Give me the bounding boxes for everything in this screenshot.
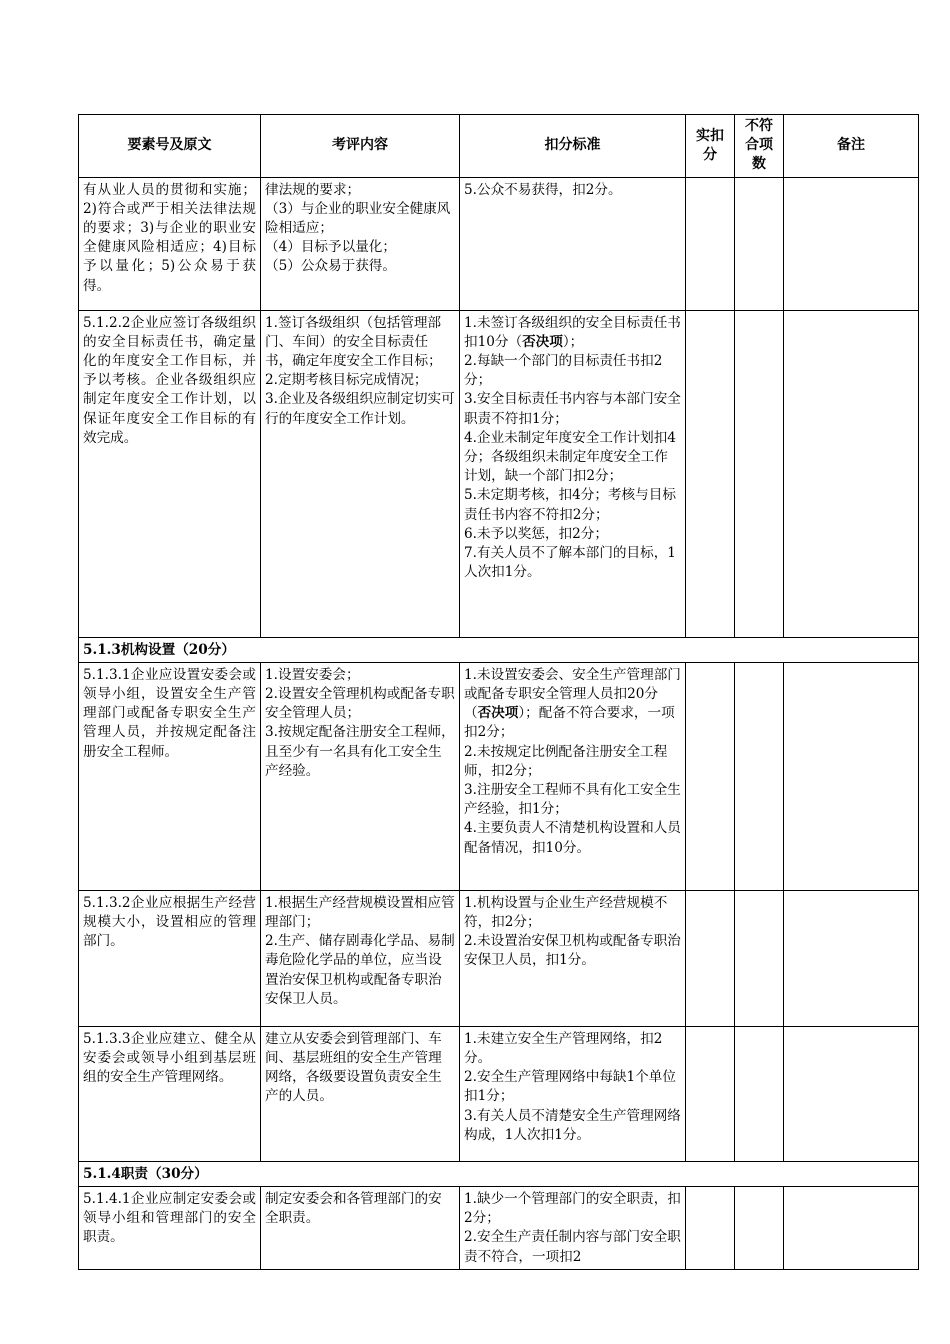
header-nonconformity-count xyxy=(735,115,784,178)
remarks-cell[interactable] xyxy=(784,662,919,890)
header-nonconformity-count-text: 不符合项数 xyxy=(745,118,773,173)
actual-deduction-cell[interactable] xyxy=(686,662,735,890)
header-actual-deduction-text: 实扣分 xyxy=(696,127,724,163)
nonconformity-count-cell[interactable] xyxy=(735,177,784,310)
deduction-criteria-cell: 5.公众不易获得，扣2分。 xyxy=(460,177,686,310)
element-original-cell: 5.1.4.1企业应制定安委会或领导小组和管理部门的安全职责。 xyxy=(79,1187,261,1270)
actual-deduction-cell[interactable] xyxy=(686,310,735,637)
deduction-criteria-cell: 1.未建立安全生产管理网络，扣2分。 2.安全生产管理网络中每缺1个单位扣1分； 3.有关人员不清楚安全生产管理网络构成，1人次扣1分。 xyxy=(460,1026,686,1161)
section-header-row xyxy=(79,1161,919,1186)
remarks-cell[interactable] xyxy=(784,1187,919,1270)
table-row xyxy=(79,890,919,1026)
remarks-cell[interactable] xyxy=(784,177,919,310)
actual-deduction-cell[interactable] xyxy=(686,1187,735,1270)
criteria-text: ）； 2.每缺一个部门的目标责任书扣2分； 3.安全目标责任书内容与本部门安全职责不符扣1分； 4.企业未制定年度安全工作计划扣4分；各级组织未制定年度安全工作计划，缺一个部门扣2分； 5.未定期考核，扣4分；考核与目标责任书内容不符扣2分； 6.未予以奖惩，扣2分； 7.有关人员不了解本部门的目标，1人次扣1分。 xyxy=(464,333,681,581)
element-original-cell: 5.1.3.2企业应根据生产经营规模大小，设置相应的管理部门。 xyxy=(79,890,261,1026)
remarks-cell[interactable] xyxy=(784,310,919,637)
deduction-criteria-cell: 1.机构设置与企业生产经营规模不符，扣2分； 2.未设置治安保卫机构或配备专职治安保卫人员，扣1分。 xyxy=(460,890,686,1026)
deduction-criteria-cell xyxy=(460,310,686,637)
nonconformity-count-cell[interactable] xyxy=(735,1187,784,1270)
criteria-text: 1.未签订各级组织的安全目标责任书扣10分（ xyxy=(464,314,681,350)
deduction-criteria-cell: 1.缺少一个管理部门的安全职责，扣2分； 2.安全生产责任制内容与部门安全职责不符合，一项扣2 xyxy=(460,1187,686,1270)
header-actual-deduction xyxy=(686,115,735,178)
element-original-cell: 5.1.3.3企业应建立、健全从安委会或领导小组到基层班组的安全生产管理网络。 xyxy=(79,1026,261,1161)
actual-deduction-cell[interactable] xyxy=(686,890,735,1026)
section-title: 5.1.4职责（30分） xyxy=(79,1161,919,1186)
element-original-cell: 5.1.3.1企业应设置安委会或领导小组，设置安全生产管理部门或配备专职安全生产管理人员，并按规定配备注册安全工程师。 xyxy=(79,662,261,890)
veto-item-label: 否决项 xyxy=(477,705,519,722)
element-original-cell: 5.1.2.2企业应签订各级组织的安全目标责任书，确定量化的年度安全工作目标，并予以考核。企业各级组织应制定年度安全工作计划，以保证年度安全工作目标的有效完成。 xyxy=(79,310,261,637)
evaluation-content-cell: 1.设置安委会； 2.设置安全管理机构或配备专职安全管理人员； 3.按规定配备注册安全工程师，且至少有一名具有化工安全生产经验。 xyxy=(261,662,460,890)
header-row xyxy=(79,115,919,178)
element-original-cell: 有从业人员的贯彻和实施；2)符合或严于相关法律法规的要求；3)与企业的职业安全健康风险相适应；4)目标予以量化；5)公众易于获得。 xyxy=(79,177,261,310)
header-element-original: 要素号及原文 xyxy=(79,115,261,178)
nonconformity-count-cell[interactable] xyxy=(735,662,784,890)
criteria-text: 1.未设置安委会、安全生产管理部门或配备专职安全管理人员扣20分（ xyxy=(464,666,681,722)
table-row xyxy=(79,1026,919,1161)
actual-deduction-cell[interactable] xyxy=(686,1026,735,1161)
nonconformity-count-cell[interactable] xyxy=(735,890,784,1026)
actual-deduction-cell[interactable] xyxy=(686,177,735,310)
table-row xyxy=(79,177,919,310)
evaluation-content-cell: 建立从安委会到管理部门、车间、基层班组的安全生产管理网络，各级要设置负责安全生产的人员。 xyxy=(261,1026,460,1161)
nonconformity-count-cell[interactable] xyxy=(735,310,784,637)
evaluation-content-cell: 1.根据生产经营规模设置相应管理部门； 2.生产、储存剧毒化学品、易制毒危险化学品的单位，应当设置治安保卫机构或配备专职治安保卫人员。 xyxy=(261,890,460,1026)
evaluation-content-cell: 律法规的要求； （3）与企业的职业安全健康风险相适应； （4）目标予以量化； （5）公众易于获得。 xyxy=(261,177,460,310)
header-evaluation-content: 考评内容 xyxy=(261,115,460,178)
criteria-text: ）；配备不符合要求，一项扣2分； 2.未按规定比例配备注册安全工程师，扣2分； 3.注册安全工程师不具有化工安全生产经验，扣1分； 4.主要负责人不清楚机构设置和人员配备情况，扣10分。 xyxy=(464,705,681,856)
section-header-row xyxy=(79,637,919,662)
veto-item-label: 否决项 xyxy=(522,333,563,350)
header-deduction-criteria: 扣分标准 xyxy=(460,115,686,178)
deduction-criteria-cell xyxy=(460,662,686,890)
table-row xyxy=(79,1187,919,1270)
remarks-cell[interactable] xyxy=(784,890,919,1026)
table-row xyxy=(79,662,919,890)
table-row xyxy=(79,310,919,637)
evaluation-table xyxy=(78,114,919,1270)
evaluation-content-cell: 制定安委会和各管理部门的安全职责。 xyxy=(261,1187,460,1270)
remarks-cell[interactable] xyxy=(784,1026,919,1161)
evaluation-content-cell: 1.签订各级组织（包括管理部门、车间）的安全目标责任书，确定年度安全工作目标； 2.定期考核目标完成情况； 3.企业及各级组织应制定切实可行的年度安全工作计划。 xyxy=(261,310,460,637)
section-title: 5.1.3机构设置（20分） xyxy=(79,637,919,662)
header-remarks: 备注 xyxy=(784,115,919,178)
nonconformity-count-cell[interactable] xyxy=(735,1026,784,1161)
